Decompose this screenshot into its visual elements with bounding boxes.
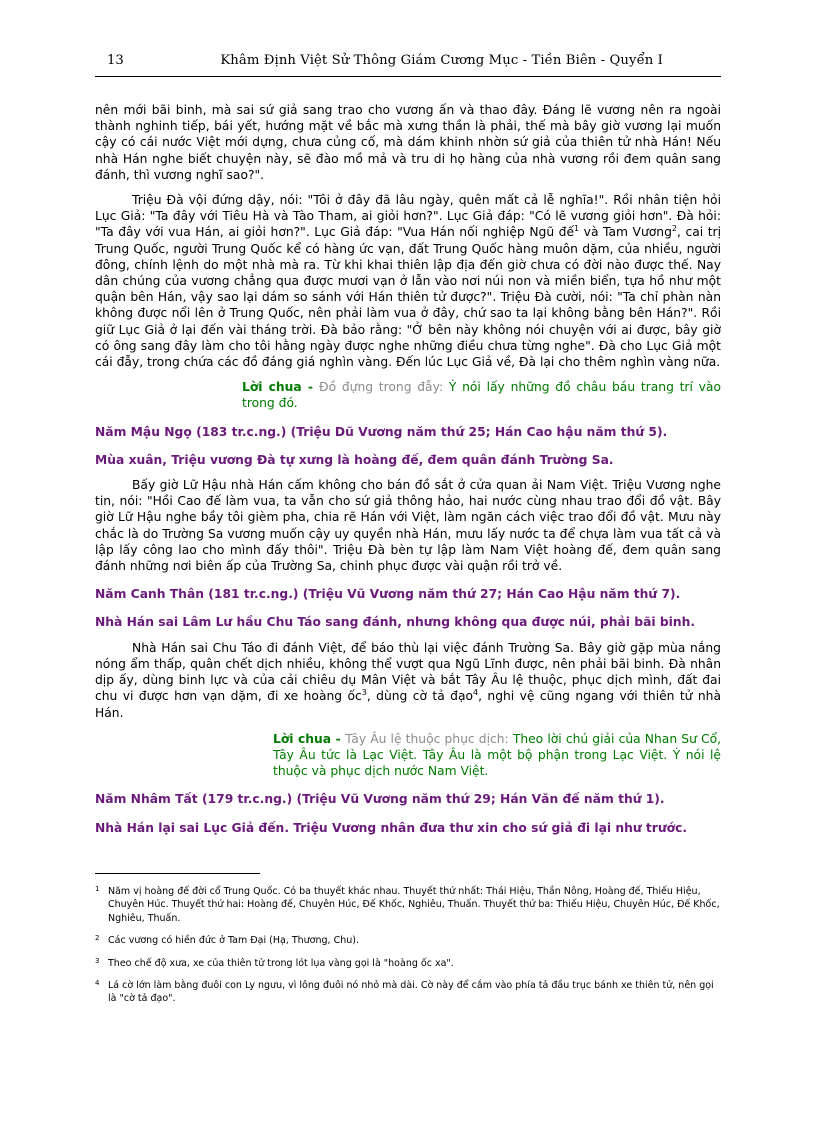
text-run: và Tam Vương [579, 225, 672, 240]
year-heading: Năm Mậu Ngọ (183 tr.c.ng.) (Triệu Dũ Vương năm thứ 25; Hán Cao hậu năm thứ 5). [95, 424, 668, 439]
footnote [95, 934, 721, 947]
footnote-ref[interactable]: 2 [671, 224, 677, 234]
footnote-text: Năm vị hoàng đế đời cổ Trung Quốc. Có ba thuyết khác nhau. Thuyết thứ nhất: Thái Hiệu, Thần Nông, Hoàng đế, Thiếu Hiệu, Chuyên Húc. Thuyết thứ hai: Hoàng đế, Chuyên Húc, Đế Khốc, Nghiêu, Thuấn. Thuyết thứ ba: Thiếu Hiệu, Chuyên Húc, Đế Khốc, Nghiêu, Thuấn. [108, 886, 720, 924]
footnote [95, 885, 721, 925]
commentary-note [242, 379, 721, 411]
footnote-number: 3 [95, 956, 100, 965]
footnote-number: 1 [95, 885, 100, 893]
note-heading: Lời chua - [242, 380, 320, 395]
paragraph [95, 640, 721, 721]
paragraph: Bấy giờ Lữ Hậu nhà Hán cấm không cho bán đồ sắt ở cửa quan ải Nam Việt. Triệu Vương nghe tin, nói: "Hồi Cao đế làm vua, ta vẫn cho sứ giả thông hảo, hai nước cùng nhau trao đổi đồ vật. Bây giờ Lữ Hậu nghe bầy tôi gièm pha, chia rẽ Hán với Việt, làm ngăn cách việc trao đổi đồ vật. Mưu này chắc là do Trường Sa vương muốn cậy uy quyền nhà Hán, mưu lấy nước ta để chựa làm vua tất cả và lập lấy công lao cho mình đấy thôi". Triệu Đà bèn tự lập làm Nam Việt hoàng đế, đem quân sang đánh những nơi biên ấp của Trường Sa, chinh phục được vài quận rồi trở về. [95, 478, 721, 574]
text-run: Triệu Đà vội đứng dậy, nói: "Tôi ở đây đã lâu ngày, quên mất cả lễ nghĩa!". Rồi nhân tiện hỏi Lục Giả: "Ta đây với Tiêu Hà và Tào Tham, ai giỏi hơn?". Lục Giả đáp: "Có lẽ vương giỏi hơn". Đà hỏi: "Ta đây với vua Hán, ai giỏi hơn?". Lục Giả đáp: "Vua Hán nối nghiệp Ngũ đế [95, 193, 721, 240]
note-heading: Lời chua - [273, 731, 346, 746]
footnote [95, 979, 721, 1006]
event-heading: Nhà Hán sai Lâm Lư hầu Chu Táo sang đánh, nhưng không qua được núi, phải bãi binh. [95, 615, 696, 630]
note-text: Ý nói lấy những đồ châu báu trang trí vào trong đó. [242, 380, 721, 411]
year-heading: Năm Nhâm Tất (179 tr.c.ng.) (Triệu Vũ Vương năm thứ 29; Hán Văn đế năm thứ 1). [95, 792, 665, 807]
text-run: , dùng cờ tả đạo [366, 689, 474, 704]
footnote-ref[interactable]: 1 [574, 224, 580, 234]
note-text: Theo lời chú giải của Nhan Sư Cổ, Tây Âu tức là Lạc Việt. Tây Âu là một bộ phận trong Lạc Việt. Ý nói lệ thuộc và phục dịch nước Nam Việt. [273, 731, 722, 779]
text-run: Nhà Hán sai Chu Táo đi đánh Việt, để báo thù lại việc đánh Trường Sa. Bây giờ gặp mùa nắng nóng ẩm thấp, quân chết dịch nhiều, không thể vượt qua Ngũ Lĩnh được, nên phải bãi binh. Đà nhân dịp ấy, dùng binh lực và của cải chiêu dụ Mân Việt và bắt Tây Âu lệ thuộc, phục dịch mình, đất đai chu vi được hơn vạn dặm, đi xe hoàng ốc [95, 640, 721, 704]
commentary-note [273, 731, 721, 780]
paragraph: nên mới bãi binh, mà sai sứ giả sang trao cho vương ấn và thao đây. Đáng lẽ vương nên ra ngoài thành nghinh tiếp, bái yết, hướng mặt về bắc mà xưng thần là phải, thế mà bây giờ vương lại muốn cậy có cái nước Việt mới dựng, chưa củng cố, mà dám khinh nhờn sứ giả của thiên tử nhà Hán! Nếu nhà Hán nghe biết chuyện này, sẽ đào mồ mả và tru di họ hàng của nhà vương rồi đem quân sang đánh, thì vương nghĩ sao?". [95, 103, 721, 182]
page-header [95, 50, 721, 77]
footnotes [95, 885, 721, 1015]
footnote-ref[interactable]: 3 [361, 688, 367, 698]
text-run: , cai trị Trung Quốc, người Trung Quốc kể có hàng ức vạn, đất Trung Quốc hàng muôn dặm, của nhiều, người đông, chính lệnh do một nhà mà ra. Từ khi khai thiên lập địa đến giờ chưa có đời nào được thế. Nay dân chúng của vương chẳng qua được mươi vạn ở lẫn vào nơi núi non và miền biển, tựa hồ như một quận bên Hán, vậy sao lại dám so sánh với Hán thiên tử được?". Triệu Đà cười, nói: "Ta chỉ phàn nàn không được nổi lên ở Trung Quốc, nên phải làm vua ở đây, chứ sao ta lại không bằng bên Hán?". Rồi giữ Lục Giả ở lại đến vài tháng trời. Đà bảo rằng: "Ở bên này không nói chuyện với ai được, bây giờ có ông sang đây làm cho tôi hằng ngày được nghe những điều chưa từng nghe". Đà cho Lục Giả một cái đẫy, trong chứa các đồ đáng giá nghìn vàng. Đến lúc Lục Giả về, Đà lại cho thêm nghìn vàng nữa. [95, 225, 721, 370]
footnote-divider [95, 873, 260, 874]
event-heading: Nhà Hán lại sai Lục Giả đến. Triệu Vương nhân đưa thư xin cho sứ giả đi lại như trước. [95, 820, 688, 835]
footnote [95, 957, 721, 970]
text-run: , nghi vệ cũng ngang với thiên tử nhà Hán. [95, 689, 721, 720]
footnote-text: Lá cờ lớn làm bằng đuôi con Ly ngưu, vì lông đuôi nó nhỏ mà dài. Cờ này để cắm vào phía tả đầu trục bánh xe thiên tử, nên gọi là "cờ tả đạo". [108, 980, 714, 1005]
footnote-text: Các vương có hiền đức ở Tam Đại (Hạ, Thương, Chu). [108, 935, 359, 947]
event-heading: Mùa xuân, Triệu vương Đà tự xưng là hoàng đế, đem quân đánh Trường Sa. [95, 452, 614, 467]
footnote-ref[interactable]: 4 [473, 688, 479, 698]
main-text [95, 102, 721, 836]
footnote-number: 4 [95, 979, 100, 988]
year-heading: Năm Canh Thân (181 tr.c.ng.) (Triệu Vũ Vương năm thứ 27; Hán Cao Hậu năm thứ 7). [95, 587, 681, 602]
note-quote: Tây Âu lệ thuộc phục dịch: [345, 731, 509, 746]
footnote-number: 2 [95, 934, 100, 943]
note-quote: Đồ đựng trong đẫy: [319, 380, 444, 395]
footnote-text: Theo chế độ xưa, xe của thiên tử trong lót lụa vàng gọi là "hoàng ốc xa". [108, 957, 454, 969]
paragraph [95, 192, 721, 370]
header-title: Khâm Định Việt Sử Thông Giám Cương Mục - Tiền Biên - Quyển I [220, 53, 663, 68]
page-number: 13 [107, 53, 124, 68]
